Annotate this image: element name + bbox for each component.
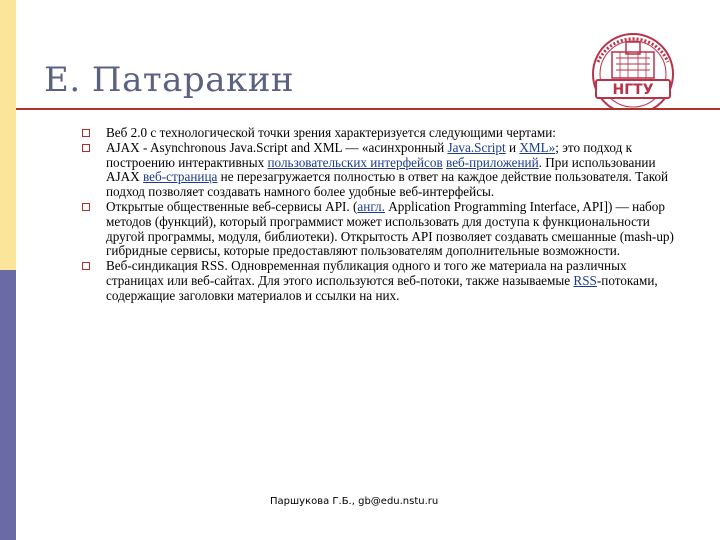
bullet-square-icon	[82, 262, 90, 270]
bullet-text: -потоками, содержащие заголовки материалов и ссылки на них.	[106, 272, 658, 303]
bullet-item	[82, 200, 687, 259]
inline-link[interactable]: веб-страница	[143, 169, 218, 185]
bullet-item	[82, 141, 687, 200]
bullet-text: ; это подход к построению интерактивных	[106, 139, 633, 170]
side-color-bar	[0, 0, 16, 540]
bullet-item	[82, 126, 687, 141]
title-divider	[16, 108, 720, 110]
bullet-text: Веб-синдикация RSS. Одновременная публикация одного и того же материала на различных страницах или веб-сайтах. Для этого используются веб-потоки, также называемые	[106, 258, 627, 288]
inline-link[interactable]: пользовательских интерфейсов	[267, 154, 443, 170]
slide-footer: Паршукова Г.Б., gb@edu.nstu.ru	[270, 496, 439, 507]
bullet-text: и	[505, 139, 520, 155]
bullet-list	[82, 126, 687, 304]
university-logo-icon	[568, 22, 698, 108]
bullet-square-icon	[82, 129, 90, 137]
bullet-text: AJAX - Asynchronous Java.Script and XML — «асинхронный	[106, 139, 448, 155]
bullet-square-icon	[82, 144, 90, 152]
bullet-text: Веб 2.0 с технологической точки зрения характеризуется следующими чертами:	[106, 125, 556, 140]
bullet-text: Application Programming Interface, API]) — набор методов (функций), который программист может использовать для доступа к функциональности другой программы, модуля, библиотеки). Открытость API позволяет создавать смешанные (mash-up) гибридные сервисы, которые предоставляют пользователям дополнительные возможности.	[106, 198, 674, 259]
inline-link[interactable]: XML»	[519, 139, 556, 155]
bullet-text: Открытые общественные веб-сервисы API. (	[106, 198, 358, 214]
inline-link[interactable]: Java.Script	[447, 139, 506, 155]
bullet-text: не перезагружается полностью в ответ на каждое действие пользователя. Такой подход позволяет создавать намного более удобные веб-интерфейсы.	[106, 169, 669, 200]
bullet-square-icon	[82, 203, 90, 211]
inline-link[interactable]: веб-приложений	[446, 154, 539, 170]
logo-text: НГТУ	[612, 82, 654, 98]
side-bar-yellow	[0, 0, 16, 270]
bullet-item	[82, 259, 687, 303]
bullet-text: . При использовании AJAX	[106, 154, 656, 185]
inline-link[interactable]: англ.	[357, 198, 385, 214]
side-bar-purple	[0, 270, 16, 540]
slide-title: Е. Патаракин	[44, 60, 295, 100]
inline-link[interactable]: RSS	[573, 272, 597, 288]
